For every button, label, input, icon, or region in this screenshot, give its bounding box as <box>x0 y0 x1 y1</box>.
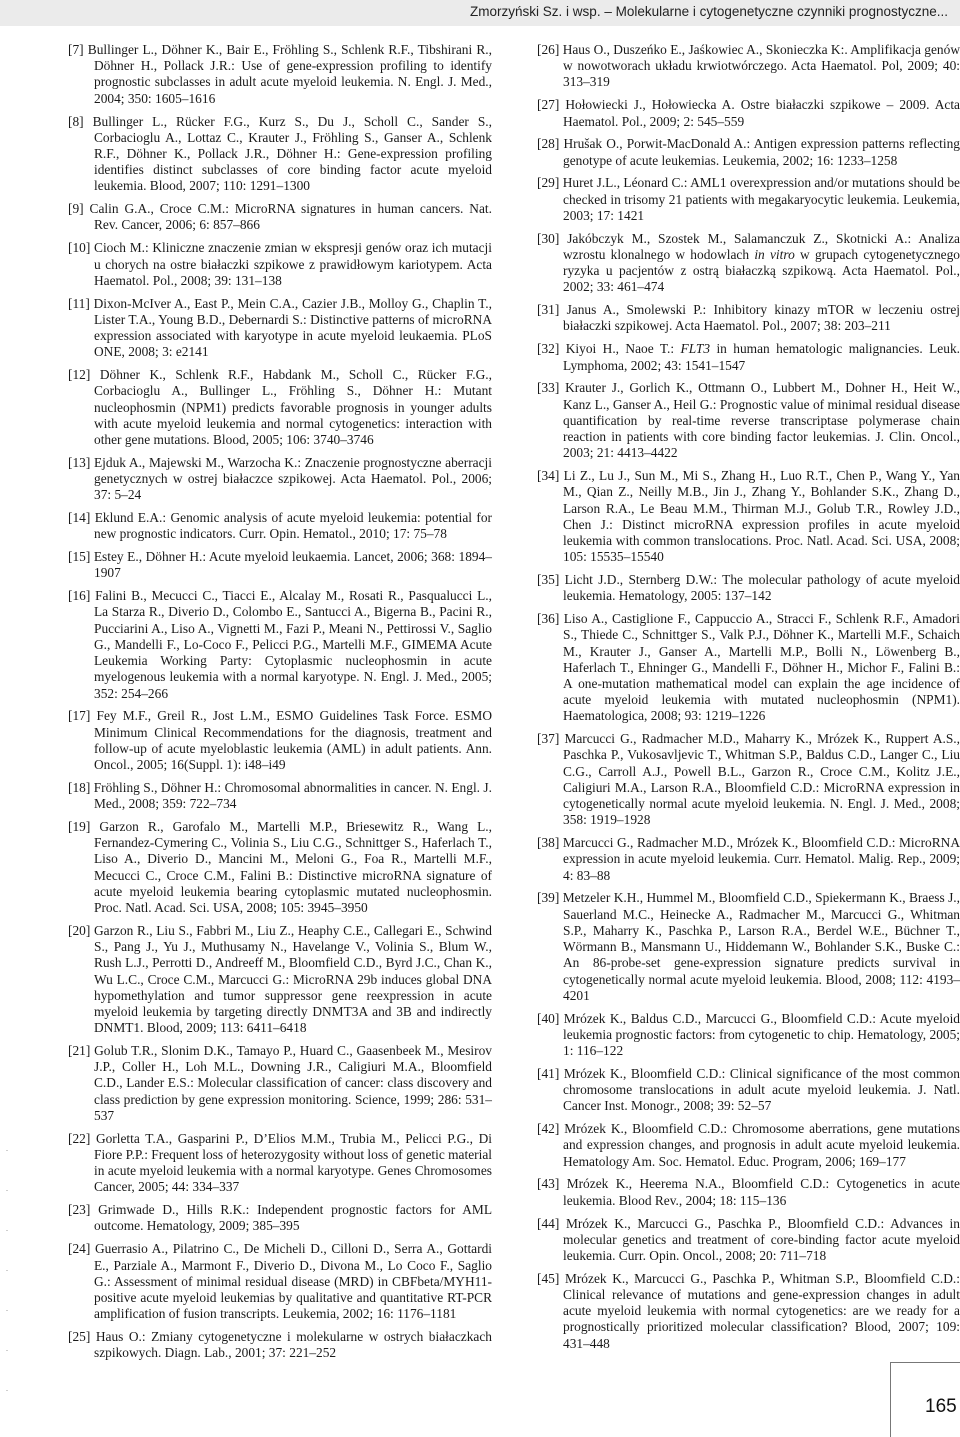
reference-text: Haus O., Duszeńko E., Jaśkowiec A., Skonieczka K:. Amplifikacja genów w nowotworach układu krwiotwórczego. Acta Haematol. Pol, 2009; 40: 313–319 <box>562 42 960 90</box>
reference-text: Kiyoi H., Naoe T.: <box>565 341 681 357</box>
reference-number: [37] <box>537 731 560 747</box>
reference-number: [20] <box>68 922 91 938</box>
reference-number: [13] <box>68 454 91 470</box>
reference-text: Estey E., Döhner H.: Acute myeloid leukaemia. Lancet, 2006; 368: 1894–1907 <box>93 549 492 581</box>
reference-entry <box>68 1202 492 1234</box>
reference-text: in human hematologic malignancies. Leuk. Lymphoma, 2002; 43: 1541–1547 <box>563 341 960 373</box>
reference-text: Bullinger L., Döhner K., Bair E., Fröhling S., Schlenk R.F., Tibshirani R., Döhner H., Pollack J.R.: Use of gene-expression profiling to identify prognostic subclasses in adult acute myeloid leukemia. N. Engl. J. Med., 2004; 350: 1605–1616 <box>87 42 492 106</box>
reference-text: Cioch M.: Kliniczne znaczenie zmian w ekspresji genów oraz ich mutacji u chorych na ostre białaczki szpikowe z prawidłowym kariotypem. Acta Haematol. Pol., 2008; 39: 131–138 <box>94 240 492 288</box>
reference-text: Hrušak O., Porwit-MacDonald A.: Antigen expression patterns reflecting genotype of acute leukemias. Leukemia, 2002; 16: 1233–1258 <box>563 136 960 168</box>
reference-entry <box>68 708 492 773</box>
reference-number: [44] <box>537 1215 560 1231</box>
reference-text: Janus A., Smolewski P.: Inhibitory kinazy mTOR w leczeniu ostrej białaczki szpikowej. Acta Haematol. Pol., 2007; 38: 203–211 <box>563 302 960 334</box>
reference-entry <box>68 455 492 504</box>
reference-text: Ejduk A., Majewski M., Warzocha K.: Znaczenie prognostyczne aberracji genetycznych w ostrej białaczce szpikowej. Acta Haematol. Pol., 2006; 37: 5–24 <box>93 454 492 503</box>
reference-text: Dixon-McIver A., East P., Mein C.A., Cazier J.B., Molloy G., Chaplin T., Lister T.A., Young B.D., Debernardi S.: Distinctive patterns of microRNA expression associated with karyotype in acute myeloid leukaemia. PLoS ONE, 2008; 3: e2141 <box>93 295 492 360</box>
reference-number: [42] <box>537 1121 560 1137</box>
reference-entry <box>537 175 960 224</box>
reference-entry <box>537 1271 960 1352</box>
reference-number: [38] <box>537 835 560 851</box>
reference-entry <box>68 42 492 107</box>
reference-entry <box>537 611 960 724</box>
reference-text: Marcucci G., Radmacher M.D., Maharry K., Mrózek K., Ruppert A.S., Paschka P., Vukosavljevic T., Whitman S.P., Baldus C.D., Langer C., Liu C.G., Carroll A.J., Powell B.L., Garzon R., Croce C.M., Kolitz J.E., Caligiuri M.A., Larson R.A., Bloomfield C.D.: MicroRNA expression in cytogenetically normal acute myeloid leukemia. N. Engl. J. Med., 2008; 358: 1919–1928 <box>563 731 960 828</box>
reference-number: [8] <box>68 113 84 129</box>
reference-text: Garzon R., Liu S., Fabbri M., Liu Z., Heaphy C.E., Callegari E., Schwind S., Pang J., Yu J., Muthusamy N., Havelange V., Volinia S., Blum W., Rush L.J., Perrotti D., Andreeff M., Bloomfield C.D., Byrd J.C., Chan K., Wu L.C., Croce C.M., Marcucci G.: MicroRNA 29b induces global DNA hypomethylation and tumor suppressor gene reexpression in acute myeloid leukemia by targeting directly DNMT3A and 3B and indirectly DNMT1. Blood, 2009; 113: 6411–6418 <box>93 922 492 1036</box>
reference-entry <box>537 1216 960 1265</box>
reference-entry <box>537 97 960 129</box>
references-left-column <box>68 42 492 1368</box>
reference-number: [41] <box>537 1065 560 1081</box>
reference-text: Haus O.: Zmiany cytogenetyczne i molekularne w ostrych białaczkach szpikowych. Diagn. Lab., 2001; 37: 221–252 <box>94 1329 492 1361</box>
reference-text: Mrózek K., Heerema N.A., Bloomfield C.D.: Cytogenetics in acute leukemia. Blood Rev., 2004; 18: 115–136 <box>563 1176 960 1208</box>
reference-entry <box>537 731 960 828</box>
reference-entry <box>68 588 492 701</box>
reference-number: [15] <box>68 549 91 565</box>
reference-entry <box>68 240 492 289</box>
reference-number: [25] <box>68 1329 91 1344</box>
reference-text-italic: FLT3 <box>680 341 711 357</box>
reference-text: Marcucci G., Radmacher M.D., Mrózek K., Bloomfield C.D.: MicroRNA expression in acute myeloid leukemia. Curr. Hematol. Malig. Rep., 2009; 4: 83–88 <box>562 835 960 883</box>
reference-entry <box>537 572 960 604</box>
reference-entry <box>68 923 492 1036</box>
reference-entry <box>537 890 960 1003</box>
reference-entry <box>68 510 492 542</box>
reference-number: [28] <box>537 136 560 152</box>
reference-number: [18] <box>68 779 91 795</box>
reference-entry <box>537 1066 960 1115</box>
reference-text: Li Z., Lu J., Sun M., Mi S., Zhang H., Luo R.T., Chen P., Wang Y., Yan M., Qian Z., Neilly M.B., Jin J., Zhang Y., Bohlander S.K., Zhang D., Larson R.A., Le Beau M.M., Thirman M.J., Golub T.R., Rowley J.D., Chen J.: Distinct microRNA expression profiles in acute myeloid leukemia with common translocations. Proc. Natl. Acad. Sci. USA, 2008; 105: 15535–15540 <box>563 468 960 565</box>
reference-entry <box>537 1176 960 1208</box>
reference-entry <box>537 302 960 334</box>
reference-number: [7] <box>68 42 84 57</box>
reference-text: Huret J.L., Léonard C.: AML1 overexpression and/or mutations should be checked in trisomy 21 patients with megakaryocytic leukemia. Leukemia, 2003; 17: 1421 <box>562 175 960 223</box>
reference-entry <box>537 468 960 565</box>
reference-number: [24] <box>68 1241 91 1257</box>
reference-number: [35] <box>537 572 560 588</box>
reference-number: [29] <box>537 175 560 191</box>
running-header-band <box>0 0 960 26</box>
reference-entry <box>68 114 492 195</box>
reference-entry <box>68 1043 492 1124</box>
reference-number: [9] <box>68 201 84 217</box>
reference-text: Bullinger L., Rücker F.G., Kurz S., Du J., Scholl C., Sander S., Corbacioglu A., Lottaz C., Krauter J., Fröhling S., Ganser A., Schlenk R.F., Döhner K., Pollack J.R., Döhner H.: Gene-expression profiling identifies distinct subclasses of core binding factor acute myeloid leukemia. Blood, 2007; 110: 1291–1300 <box>92 113 492 194</box>
reference-entry <box>537 380 960 461</box>
reference-text: Eklund E.A.: Genomic analysis of acute myeloid leukemia: potential for new prognostic indicators. Curr. Opin. Hematol., 2010; 17: 75–78 <box>94 510 492 542</box>
reference-text: Grimwade D., Hills R.K.: Independent prognostic factors for AML outcome. Hematology, 2009; 385–395 <box>94 1202 492 1234</box>
reference-entry <box>68 201 492 233</box>
references-right-column <box>537 42 960 1359</box>
reference-number: [16] <box>68 588 91 604</box>
reference-text: Mrózek K., Marcucci G., Paschka P., Bloomfield C.D.: Advances in molecular genetics and treatment of core-binding factor acute myeloid leukemia. Curr. Opin. Oncol., 2008; 20: 711–718 <box>563 1215 960 1263</box>
reference-entry <box>537 341 960 373</box>
reference-text: Guerrasio A., Pilatrino C., De Micheli D., Cilloni D., Serra A., Gottardi E., Parziale A., Marmont F., Diverio D., Divona M., Lo Coco F., Saglio G.: Assessment of minimal residual disease (MRD) in CBFbeta/MYH11-positive acute myeloid leukemias by qualitative and quantitative RT-PCR amplification of fusion transcripts. Leukemia, 2002; 16: 1176–1181 <box>94 1241 492 1322</box>
reference-entry <box>537 1121 960 1170</box>
reference-entry <box>537 42 960 91</box>
reference-number: [22] <box>68 1130 91 1146</box>
reference-text: Krauter J., Gorlich K., Ottmann O., Lubbert M., Dohner H., Heit W., Kanz L., Ganser A., Heil G.: Prognostic value of minimal residual disease quantification by real-time reverse transcriptase polymerase chain reaction in patients with core binding factor leukemias. J. Clin. Oncol., 2003; 21: 4413–4422 <box>563 380 960 461</box>
reference-text: Mrózek K., Bloomfield C.D.: Chromosome aberrations, gene mutations and expression changes, and prognosis in adult acute myeloid leukemia. Hematology Am. Soc. Hematol. Educ. Program, 2006; 169–177 <box>563 1121 960 1169</box>
reference-number: [36] <box>537 611 560 627</box>
reference-number: [17] <box>68 708 91 724</box>
reference-number: [27] <box>537 97 560 113</box>
reference-number: [11] <box>68 295 90 311</box>
page-number: 165 <box>925 1396 957 1417</box>
reference-text: Gorletta T.A., Gasparini P., D’Elios M.M., Trubia M., Pelicci P.G., Di Fiore P.P.: Frequent loss of heterozygosity without loss of genetic material in acute myeloid leukemia with a normal karyotype. Genes Chromosomes Cancer, 2005; 44: 334–337 <box>94 1130 492 1195</box>
reference-entry <box>68 819 492 916</box>
reference-number: [45] <box>537 1270 560 1286</box>
reference-entry <box>68 780 492 812</box>
reference-number: [43] <box>537 1176 560 1192</box>
reference-entry <box>68 1131 492 1196</box>
reference-number: [32] <box>537 341 560 357</box>
reference-text: w grupach cytogenetycznego ryzyka u pacjentów z ostrą białaczką szpikową. Acta Haematol. Pol., 2002; 33: 461–474 <box>563 246 960 295</box>
margin-marks <box>6 1150 8 1430</box>
reference-number: [33] <box>537 380 560 396</box>
reference-text: Mrózek K., Baldus C.D., Marcucci G., Bloomfield C.D.: Acute myeloid leukemia prognostic factors: from cytogenetic to chip. Hematology, 2005; 1: 116–122 <box>563 1010 960 1058</box>
reference-text: Döhner K., Schlenk R.F., Habdank M., Scholl C., Rücker F.G., Corbacioglu A., Bullinger L., Fröhling S., Döhner H.: Mutant nucleophosmin (NPM1) predicts favorable prognosis in younger adults with acute myeloid leukemia and normal cytogenetics: interaction with other gene mutations. Blood, 2005; 106: 3740–3746 <box>94 367 492 447</box>
reference-number: [34] <box>537 468 560 484</box>
reference-text: Calin G.A., Croce C.M.: MicroRNA signatures in human cancers. Nat. Rev. Cancer, 2006; 6: 857–866 <box>89 201 492 233</box>
reference-number: [31] <box>537 302 560 318</box>
running-head: Zmorzyński Sz. i wsp. – Molekularne i cytogenetyczne czynniki prognostyczne... <box>470 4 948 19</box>
reference-number: [12] <box>68 367 91 383</box>
reference-text: Garzon R., Garofalo M., Martelli M.P., Briesewitz R., Wang L., Fernandez-Cymering C., Volinia S., Liu C.G., Schnittger S., Haferlach T., Liso A., Diverio D., Mancini M., Meloni G., Foa R., Martelli M.F., Mecucci C., Croce C.M., Falini B.: Distinctive microRNA signature of acute myeloid leukemia bearing cytoplasmic mutated nucleophosmin. Proc. Natl. Acad. Sci. USA, 2008; 105: 3945–3950 <box>94 818 492 915</box>
reference-entry <box>68 1329 492 1361</box>
reference-number: [40] <box>537 1010 560 1026</box>
reference-text: Fey M.F., Greil R., Jost L.M., ESMO Guidelines Task Force. ESMO Minimum Clinical Recommendations for the diagnosis, treatment and follow-up of acute myeloblastic leukemia (AML) in adult patients. Ann. Oncol., 2005; 16(Suppl. 1): i48–i49 <box>94 708 492 772</box>
reference-text: Mrózek K., Marcucci G., Paschka P., Whitman S.P., Bloomfield C.D.: Clinical relevance of mutations and gene-expression changes in adult acute myeloid leukemia with normal cytogenetics: are we ready for a prognostically prioritized molecular classification? Blood, 2007; 109: 431–448 <box>563 1270 960 1351</box>
reference-text: Licht J.D., Sternberg D.W.: The molecular pathology of acute myeloid leukemia. Hematology, 2005: 137–142 <box>563 572 960 604</box>
reference-text: Falini B., Mecucci C., Tiacci E., Alcalay M., Rosati R., Pasqualucci L., La Starza R., Diverio D., Colombo E., Santucci A., Bigerna B., Pacini R., Pucciarini A., Liso A., Vignetti M., Fazi P., Meani N., Pettirossi V., Saglio G., Mandelli F., Lo-Coco F., Pelicci P.G., Martelli M.F., GIMEMA Acute Leukemia Working Party: Cytoplasmic nucleophosmin in acute myelogenous leukemia with a normal karyotype. N. Engl. J. Med., 2005; 352: 254–266 <box>94 588 492 701</box>
reference-number: [14] <box>68 510 91 526</box>
reference-text-italic: in vitro <box>754 246 795 262</box>
reference-number: [10] <box>68 240 91 256</box>
reference-text: Golub T.R., Slonim D.K., Tamayo P., Huard C., Gaasenbeek M., Mesirov J.P., Coller H., Loh M.L., Downing J.R., Caligiuri M.A., Bloomfield C.D., Lander E.S.: Molecular classification of cancer: class discovery and class prediction by gene expression monitoring. Science, 1999; 286: 531–537 <box>94 1043 492 1123</box>
reference-entry <box>537 835 960 884</box>
reference-text: Hołowiecki J., Hołowiecka A. Ostre białaczki szpikowe – 2009. Acta Haematol. Pol., 2009; 2: 545–559 <box>563 97 960 129</box>
reference-entry <box>68 549 492 581</box>
reference-text: Metzeler K.H., Hummel M., Bloomfield C.D., Spiekermann K., Braess J., Sauerland M.C., Heinecke A., Radmacher M., Marcucci G., Whitman S.P., Maharry K., Paschka P., Larson R.A., Berdel W.E., Büchner T., Wörmann B., Mansmann U., Hiddemann W., Bohlander S.K., Buske C.: An 86-probe-set gene-expression signature predicts survival in cytogenetically normal acute myeloid leukemia. Blood, 2008; 112: 4193–4201 <box>562 890 960 1003</box>
reference-number: [19] <box>68 818 91 834</box>
reference-number: [39] <box>537 890 560 906</box>
reference-entry <box>537 1011 960 1060</box>
reference-number: [26] <box>537 42 560 57</box>
reference-entry <box>68 296 492 361</box>
reference-text: Jakóbczyk M., Szostek M., Salamanczuk Z., Skotnicki A.: Analiza wzrostu klonalnego w hodowlach <box>563 230 960 262</box>
reference-number: [23] <box>68 1202 91 1218</box>
reference-text: Mrózek K., Bloomfield C.D.: Clinical significance of the most common chromosome translocations in adult acute myeloid leukemia. J. Natl. Cancer Inst. Monogr., 2008; 39: 52–57 <box>563 1065 960 1114</box>
reference-entry <box>68 367 492 448</box>
reference-number: [30] <box>537 230 560 246</box>
reference-number: [21] <box>68 1043 91 1058</box>
reference-text: Fröhling S., Döhner H.: Chromosomal abnormalities in cancer. N. Engl. J. Med., 2008; 359: 722–734 <box>93 779 492 812</box>
reference-entry <box>68 1241 492 1322</box>
reference-entry <box>537 136 960 168</box>
reference-text: Liso A., Castiglione F., Cappuccio A., Stracci F., Schlenk R.F., Amadori S., Thiede C., Schnittger S., Valk P.J., Döhner K., Martelli M.F., Schaich M., Krauter J., Ganser A., Martelli M.P., Bolli N., Löwenberg B., Haferlach T., Ehninger G., Mandelli F., Döhner H., Michor F., Falini B.: A one-mutation mathematical model can explain the age incidence of acute myeloid leukemia with mutated nucleophosmin (NPM1). Haematologica, 2008; 93: 1219–1226 <box>563 611 960 724</box>
reference-entry <box>537 231 960 296</box>
